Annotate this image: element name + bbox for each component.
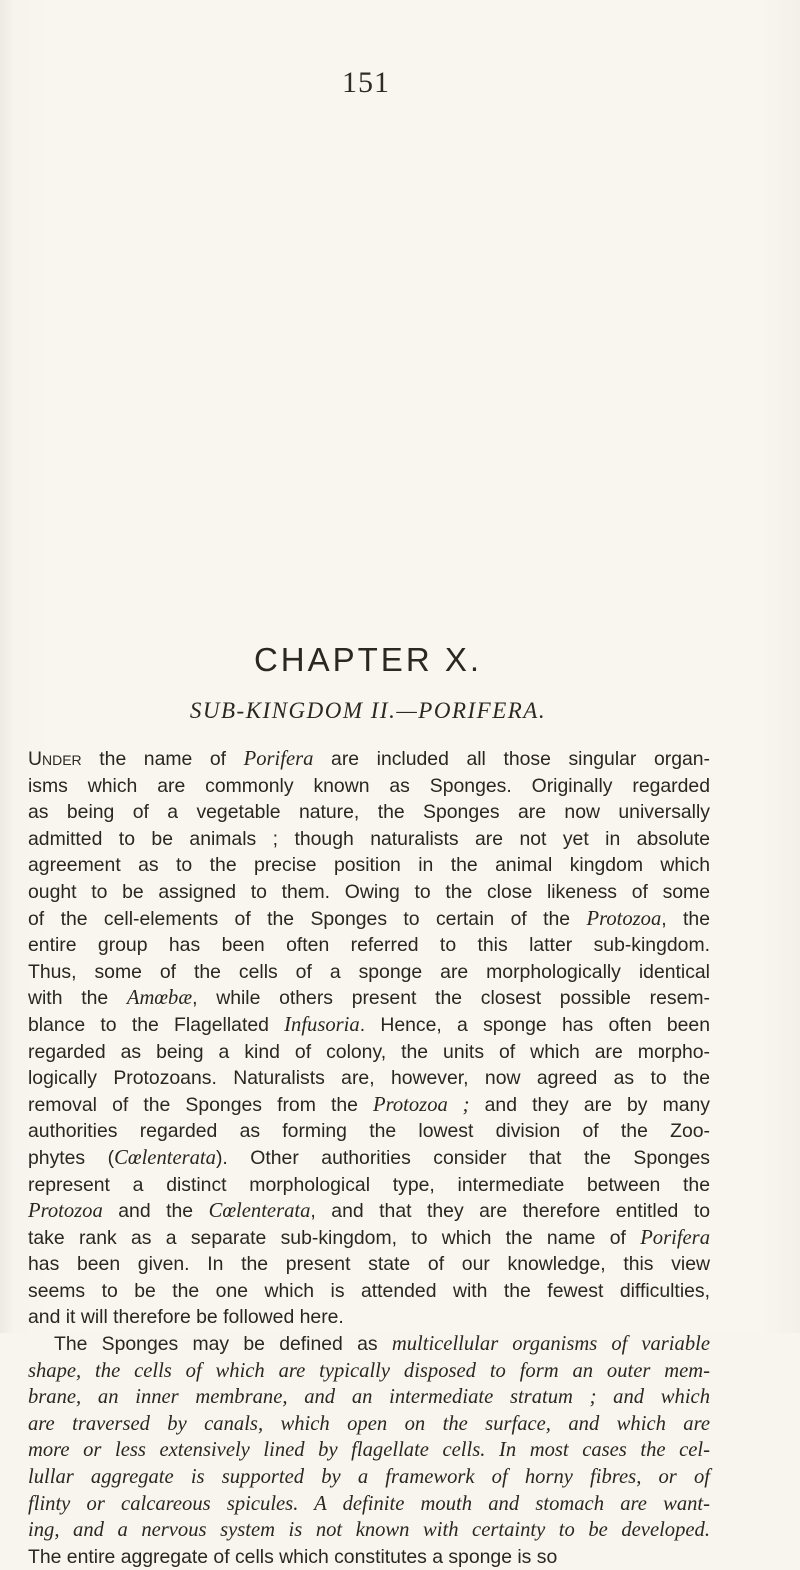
text-run: Thus, some of the cells of a sponge are morphologically identical [28,960,710,983]
text-run: Cœlenterata [208,1200,311,1223]
text-run: lullar aggregate is supported by a framework of horny fibres, or of [28,1466,710,1489]
text-run: ought to be assigned to them. Owing to the close likeness of some [28,880,710,903]
text-run: blance to the Flagellated [28,1013,285,1036]
text-run: agreement as to the precise position in the animal kingdom which [28,854,710,877]
text-run: admitted to be animals ; though naturalists are not yet in absolute [28,827,710,850]
text-run: Porifera [243,748,314,770]
text-run: more or less extensively lined by flagellate cells. In most cases the cel- [28,1439,710,1462]
text-run: represent a distinct morphological type, intermediate between the [28,1173,710,1196]
text-run: flinty or calcareous spicules. A definite mouth and stomach are want- [28,1492,710,1515]
text-line [28,1065,710,1092]
text-run: The Sponges may be defined as [54,1333,392,1356]
text-run: logically Protozoans. Naturalists are, however, now agreed as to the [28,1067,710,1090]
text-run: brane, an inner membrane, and an intermediate stratum ; and which [28,1386,710,1409]
text-run: seems to be the one which is attended with the fewest difficulties, [28,1279,710,1302]
text-run: Under [28,748,82,770]
text-run: Cœlenterata [114,1146,216,1169]
text-line [28,906,710,933]
text-line [28,932,710,959]
page-number: 151 [342,66,390,99]
text-run: and it will therefore be followed here. [28,1306,344,1329]
chapter-heading: CHAPTER X. [253,641,483,678]
text-line [28,773,710,800]
text-line [28,1517,710,1544]
text-run: and they are by many [469,1093,710,1116]
text-run: the name of [81,748,244,770]
text-run: Protozoa [586,907,662,930]
text-line [28,1198,710,1225]
text-run: are included all those singular organ- [313,748,710,770]
text-run: isms which are commonly known as Sponges. Originally regarded [28,774,710,797]
text-line [28,1491,710,1518]
text-run: has been given. In the present state of our knowledge, this view [28,1253,710,1276]
text-run: , and that they are therefore entitled to [310,1200,710,1223]
text-run: of the cell-elements of the Sponges to certain of the [28,907,587,930]
text-line [28,1145,710,1172]
text-line [28,1411,710,1438]
text-run: Porifera [640,1226,710,1249]
text-line [28,1358,710,1385]
text-run: Infusoria [284,1013,360,1036]
text-line [28,746,710,773]
text-run: multicellular organisms of variable [391,1333,710,1356]
text-run: . Hence, a sponge has often been [359,1013,711,1036]
text-line [28,852,710,879]
text-line [28,799,710,826]
text-run: and the [102,1200,209,1223]
text-run: ). Other authorities consider that the Sponges [215,1146,710,1169]
text-run: Amœbæ [126,987,193,1010]
text-run: take rank as a separate sub-kingdom, to which the name of [28,1226,641,1249]
text-run: , the [661,907,710,930]
text-line [28,1304,710,1331]
text-run: ing, and a nervous system is not known with certainty to be developed. [28,1519,710,1542]
text-line [28,1437,710,1464]
text-line [28,1278,710,1305]
text-line [28,1384,710,1411]
text-run: authorities regarded as forming the lowest division of the Zoo- [28,1120,710,1143]
text-line [28,1331,710,1358]
text-line [28,1039,710,1066]
text-line [28,959,710,986]
text-line [28,826,710,853]
text-line [28,1118,710,1145]
text-run: , while others present the closest possible resem- [192,987,710,1010]
text-run: with the [28,987,127,1010]
text-line [28,1544,710,1570]
section-heading: SUB-KINGDOM II.—PORIFERA. [189,698,547,723]
text-run: Protozoa ; [373,1093,470,1116]
text-run: Protozoa [28,1200,103,1223]
text-line [28,1092,710,1119]
text-line [28,1012,710,1039]
text-line [28,1225,710,1252]
body-text [28,746,710,1570]
text-run: regarded as being a kind of colony, the units of which are morpho- [28,1040,710,1063]
text-line [28,1464,710,1491]
text-run: removal of the Sponges from the [28,1093,374,1116]
text-line [28,985,710,1012]
text-run: are traversed by canals, which open on the surface, and which are [28,1412,710,1435]
text-run: shape, the cells of which are typically disposed to form an outer mem- [28,1359,710,1382]
text-line [28,1251,710,1278]
text-run: as being of a vegetable nature, the Sponges are now universally [28,801,710,824]
text-line [28,879,710,906]
text-line [28,1172,710,1199]
text-run: phytes ( [28,1146,115,1169]
text-run: The entire aggregate of cells which constitutes a sponge is so [28,1545,558,1568]
text-run: entire group has been often referred to this latter sub-kingdom. [28,934,710,957]
